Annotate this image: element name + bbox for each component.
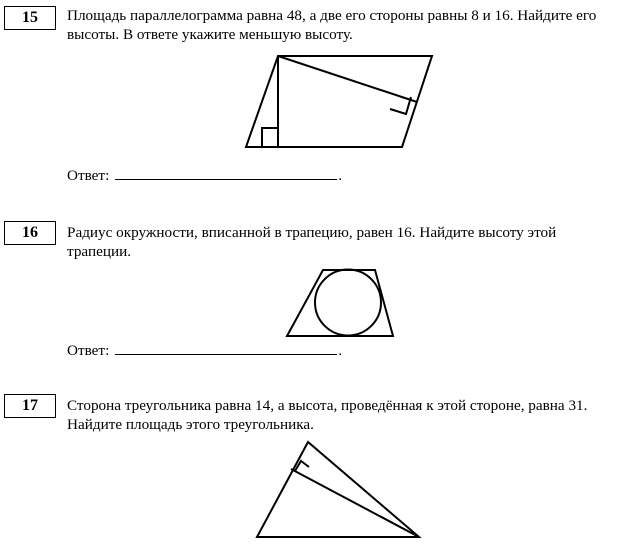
parallelogram-outline	[246, 56, 432, 147]
right-angle-mark	[262, 128, 278, 147]
task-statement: Площадь параллелограмма равна 48, а две его стороны равны 8 и 16. Найдите его высоты. В ответе укажите меньшую высоту.	[67, 7, 597, 43]
task-statement: Радиус окружности, вписанной в трапецию, равен 16. Найдите высоту этой трапеции.	[67, 224, 557, 260]
triangle-height	[291, 469, 419, 537]
inscribed-circle	[315, 270, 381, 336]
answer-end: .	[338, 167, 343, 184]
slanted-height	[278, 56, 417, 102]
triangle-figure	[257, 442, 419, 537]
trapezoid-figure	[287, 270, 393, 337]
answer-end: .	[338, 342, 343, 359]
answer-label: Ответ:	[67, 167, 110, 184]
task-statement: Сторона треугольника равна 14, а высота, проведённая к этой стороне, равна 31. Найдите площадь этого треугольника.	[67, 397, 588, 433]
triangle-outline	[257, 442, 419, 537]
answer-label: Ответ:	[67, 342, 110, 359]
task-number-box: 17	[4, 394, 56, 418]
task-number-box: 15	[4, 6, 56, 30]
trapezoid-outline	[287, 270, 393, 336]
task-number-box: 16	[4, 221, 56, 245]
parallelogram-figure	[246, 56, 432, 147]
